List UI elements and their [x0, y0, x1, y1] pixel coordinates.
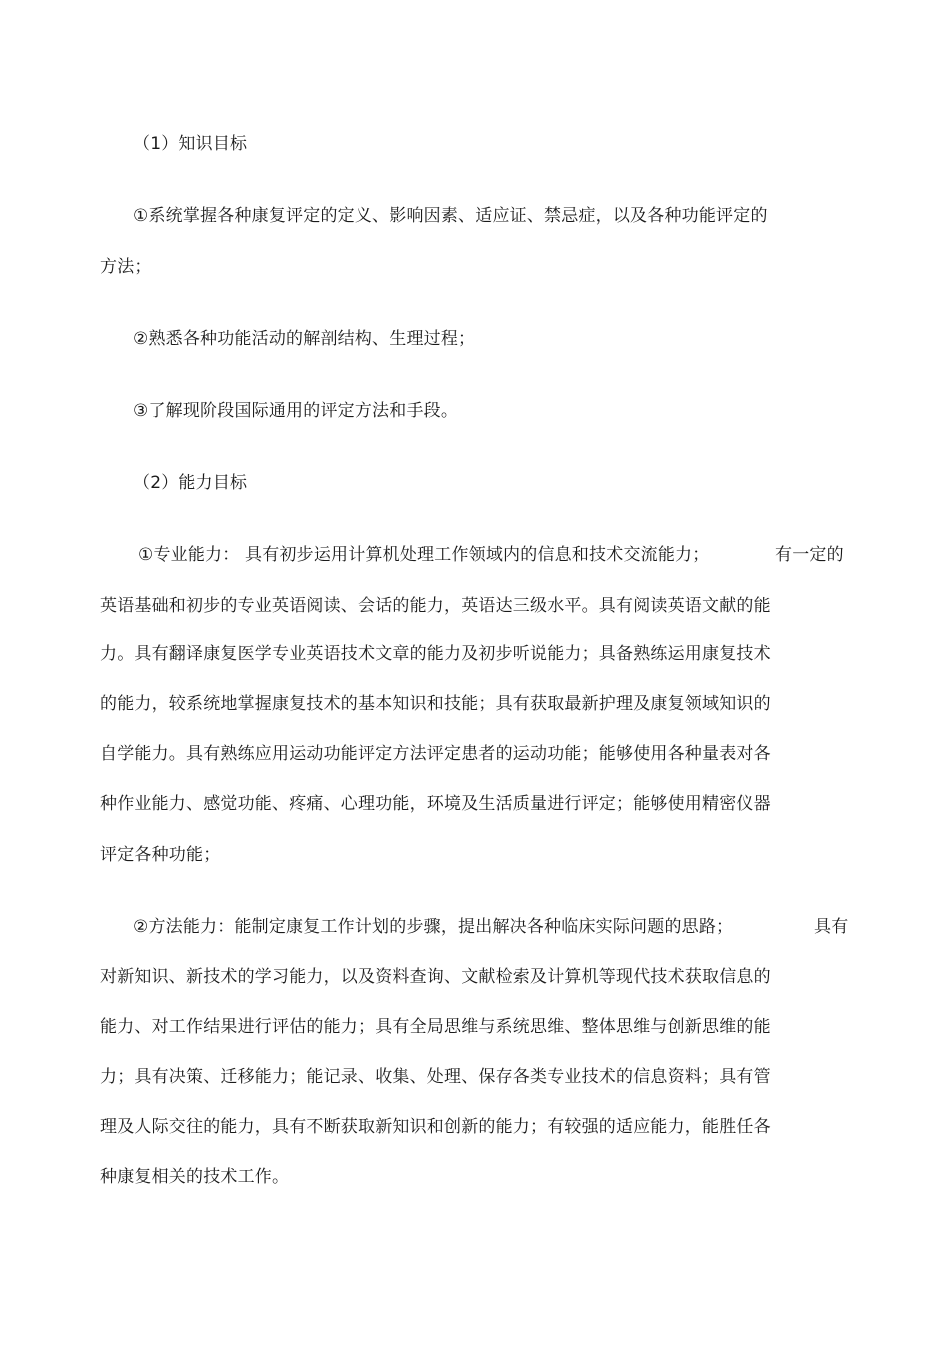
- method-ability-line-5: 理及人际交往的能力，具有不断获取新知识和创新的能力；有较强的适应能力，能胜任各: [100, 1117, 771, 1137]
- professional-ability-line-5: 自学能力。具有熟练应用运动功能评定方法评定患者的运动功能；能够使用各种量表对各: [100, 744, 771, 764]
- knowledge-item-1-line-2: 方法；: [100, 257, 152, 277]
- knowledge-item-2: ②熟悉各种功能活动的解剖结构、生理过程；: [133, 329, 476, 349]
- professional-ability-line-3: 力。具有翻译康复医学专业英语技术文章的能力及初步听说能力；具备熟练运用康复技术: [100, 644, 771, 664]
- method-ability-line-2: 对新知识、新技术的学习能力，以及资料查询、文献检索及计算机等现代技术获取信息的: [100, 967, 771, 987]
- method-ability-line-1-tail: 具有: [814, 917, 849, 937]
- professional-ability-line-2: 英语基础和初步的专业英语阅读、会话的能力，英语达三级水平。具有阅读英语文献的能: [100, 596, 771, 616]
- knowledge-heading: （1）知识目标: [133, 134, 248, 154]
- ability-heading: （2）能力目标: [133, 473, 248, 493]
- professional-ability-line-1-tail: 有一定的: [775, 545, 844, 565]
- professional-ability-line-7: 评定各种功能；: [100, 845, 221, 865]
- method-ability-line-1: ②方法能力：能制定康复工作计划的步骤，提出解决各种临床实际问题的思路；: [133, 917, 734, 937]
- method-ability-line-3: 能力、对工作结果进行评估的能力；具有全局思维与系统思维、整体思维与创新思维的能: [100, 1017, 771, 1037]
- professional-ability-line-4: 的能力，较系统地掌握康复技术的基本知识和技能；具有获取最新护理及康复领域知识的: [100, 694, 771, 714]
- method-ability-line-4: 力；具有决策、迁移能力；能记录、收集、处理、保存各类专业技术的信息资料；具有管: [100, 1067, 771, 1087]
- professional-ability-line-1: ①专业能力： 具有初步运用计算机处理工作领域内的信息和技术交流能力；: [138, 545, 710, 565]
- knowledge-item-3: ③了解现阶段国际通用的评定方法和手段。: [133, 401, 459, 421]
- professional-ability-line-6: 种作业能力、感觉功能、疼痛、心理功能，环境及生活质量进行评定；能够使用精密仪器: [100, 794, 771, 814]
- knowledge-item-1-line-1: ①系统掌握各种康复评定的定义、影响因素、适应证、禁忌症，以及各种功能评定的: [133, 206, 768, 226]
- method-ability-line-6: 种康复相关的技术工作。: [100, 1167, 290, 1187]
